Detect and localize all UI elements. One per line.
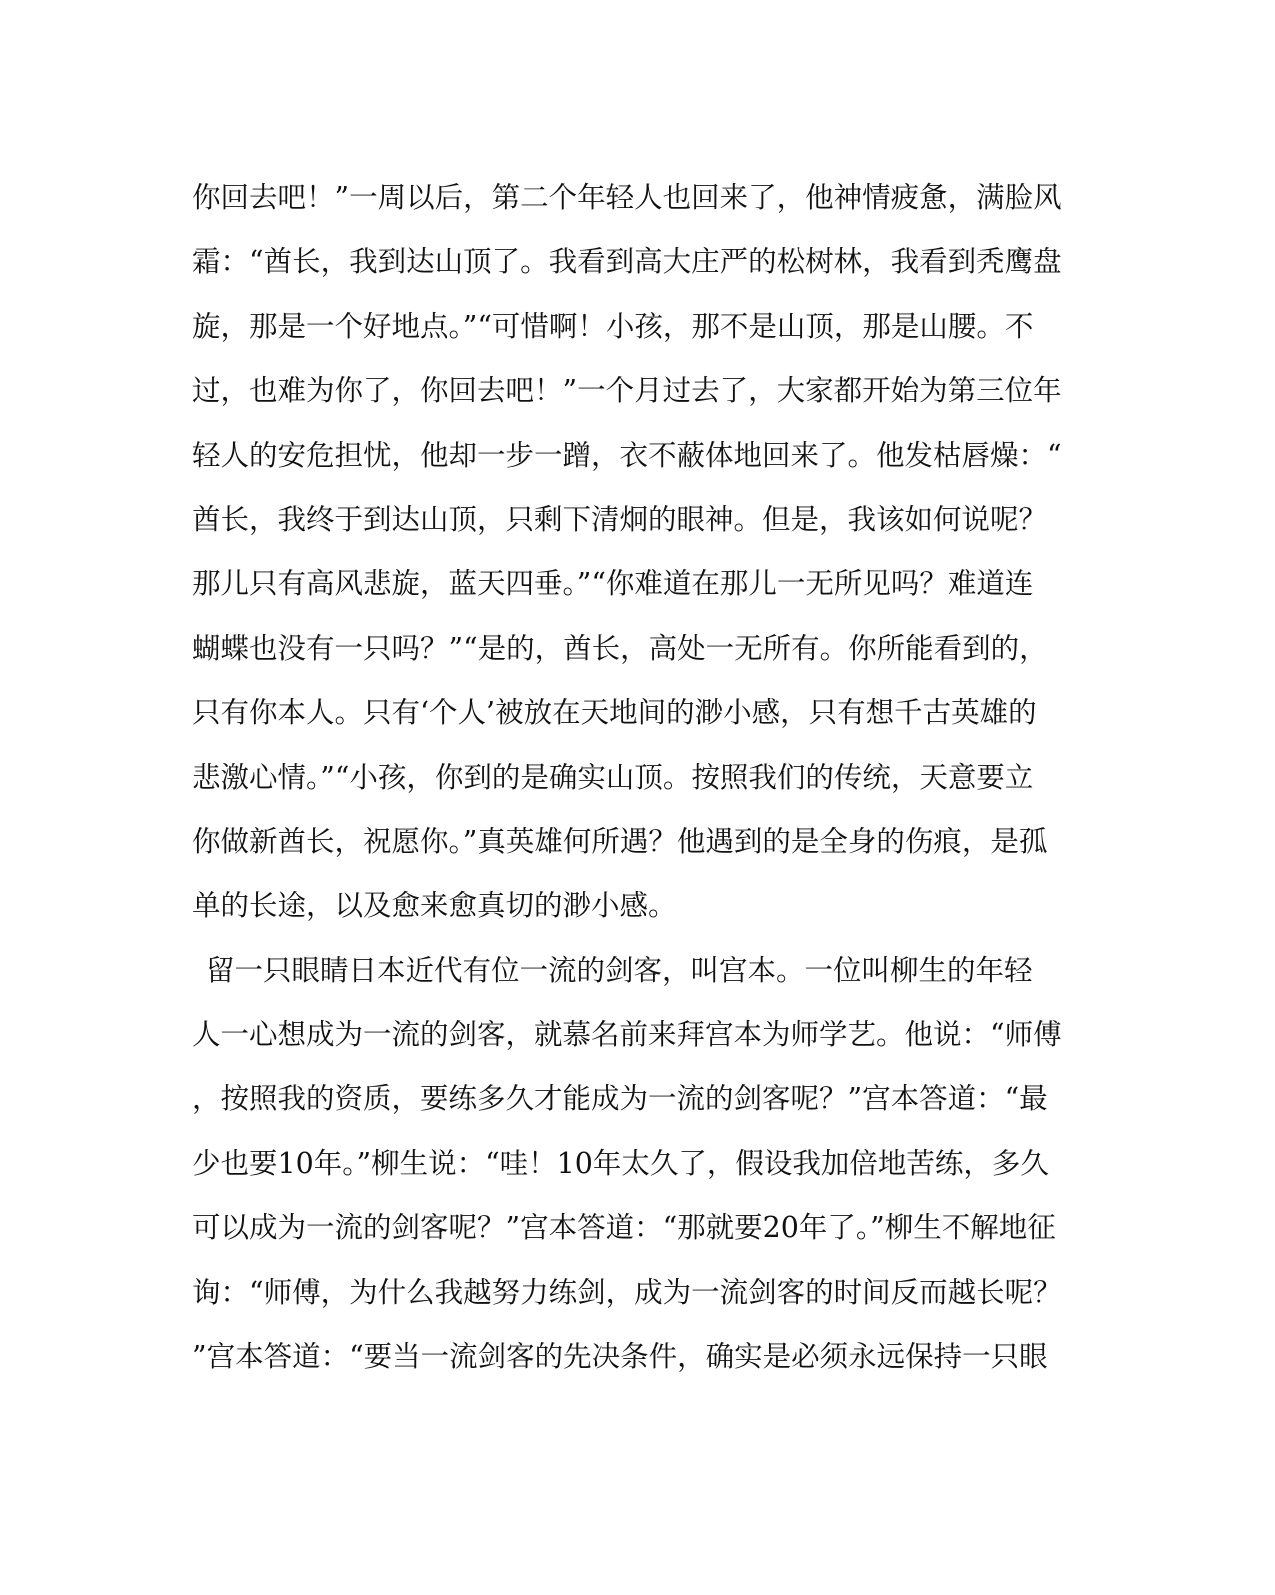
text-line: 蝴蝶也没有一只吗？”“是的，酋长，高处一无所有。你所能看到的， [192,631,1048,665]
text-line: ”宫本答道：“要当一流剑客的先决条件，确实是必须永远保持一只眼 [192,1340,1048,1374]
text-line: 单的长途，以及愈来愈真切的渺小感。 [192,889,677,923]
text-line: 悲激心情。”“小孩，你到的是确实山顶。按照我们的传统，天意要立 [192,760,1034,794]
text-line: 旋，那是一个好地点。”“可惜啊！小孩，那不是山顶，那是山腰。不 [192,309,1034,343]
text-line: 过，也难为你了，你回去吧！”一个月过去了，大家都开始为第三位年 [192,374,1062,408]
text-line: 可以成为一流的剑客呢？”宫本答道：“那就要20年了。”柳生不解地征 [192,1211,1056,1245]
text-line: 你做新酋长，祝愿你。”真英雄何所遇？他遇到的是全身的伤痕，是孤 [192,824,1048,858]
text-line: 霜：“酋长，我到达山顶了。我看到高大庄严的松树林，我看到秃鹰盘 [192,245,1062,279]
text-line: 少也要10年。”柳生说：“哇！10年太久了，假设我加倍地苦练，多久 [192,1146,1049,1180]
text-line: 人一心想成为一流的剑客，就慕名前来拜宫本为师学艺。他说：“师傅 [192,1018,1062,1052]
text-line: ，按照我的资质，要练多久才能成为一流的剑客呢？”宫本答道：“最 [192,1082,1048,1116]
text-line: 轻人的安危担忧，他却一步一蹭，衣不蔽体地回来了。他发枯唇燥：“ [192,438,1062,472]
paragraph-start-line: 留一只眼睛日本近代有位一流的剑客，叫宫本。一位叫柳生的年轻 [206,953,1033,987]
text-line: 询：“师傅，为什么我越努力练剑，成为一流剑客的时间反而越长呢？ [192,1275,1062,1309]
body-text [192,166,1072,1389]
text-line: 酋长，我终于到达山顶，只剩下清炯的眼神。但是，我该如何说呢？ [192,502,1048,536]
text-line: 只有你本人。只有‘个人’被放在天地间的渺小感，只有想千古英雄的 [192,696,1037,730]
text-line: 你回去吧！”一周以后，第二个年轻人也回来了，他神情疲惫，满脸风 [192,181,1062,214]
text-line: 那儿只有高风悲旋，蓝天四垂。”“你难道在那儿一无所见吗？难道连 [192,567,1034,601]
